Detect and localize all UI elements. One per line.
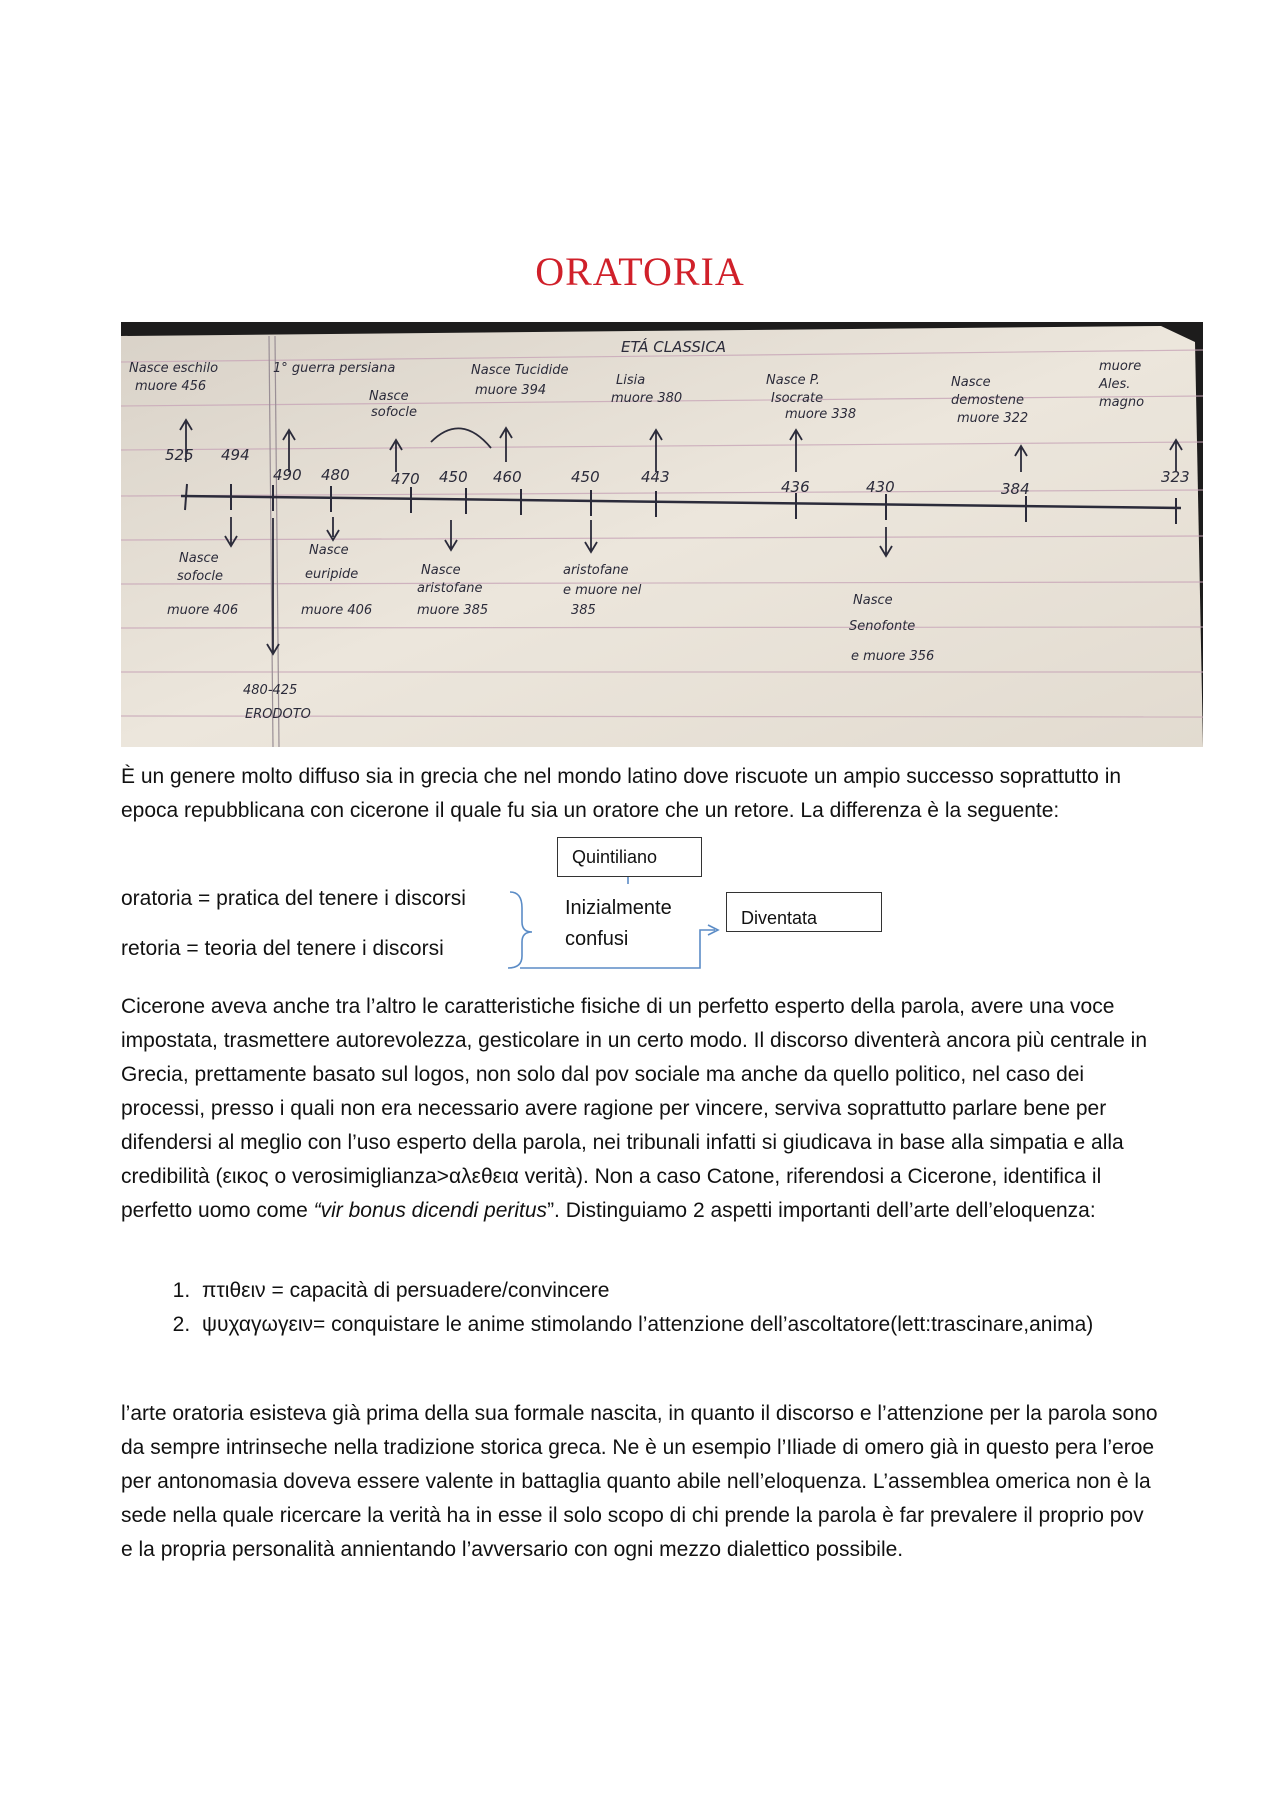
body-paragraph-1: Cicerone aveva anche tra l’altro le caratteristiche fisiche di un perfetto esperto della parola, avere una voce impostata, trasmettere autorevolezza, gesticolare in un certo modo. Il discorso diventerà ancora più centrale in Grecia, prettamente basato sul logos, non solo dal pov sociale ma anche da quello politico, nel caso dei processi, presso i quali non era necessario avere ragione per vincere, serviva soprattutto parlare bene per difendersi al meglio con l’uso esperto della parola, nei tribunali infatti si giudicava in base alla simpatia e alla credibilità (εικος o verosimiglianza>αλεθεια verità). Non a caso Catone, riferendosi a Cicerone, identifica il perfetto uomo come “vir bonus dicendi peritus”. Distinguiamo 2 aspetti importanti dell’arte dell’eloquenza: [121,995,1148,1222]
svg-text:384: 384 [1001,480,1030,498]
svg-text:aristofane: aristofane [417,581,483,596]
svg-text:Nasce: Nasce [853,593,893,608]
svg-text:aristofane: aristofane [563,563,629,578]
svg-text:Nasce: Nasce [309,543,349,558]
svg-text:Nasce: Nasce [951,375,991,390]
svg-text:muore 406: muore 406 [301,603,373,618]
svg-text:sofocle: sofocle [371,405,418,420]
svg-text:muore 322: muore 322 [957,411,1029,426]
oratoria-definition: oratoria = pratica del tenere i discorsi [121,887,466,910]
list-item: 2. ψυχαγωγειν= conquistare le anime stimolando l’attenzione dell’ascoltatore(lett:trascinare,anima) [196,1308,1096,1342]
svg-text:385: 385 [571,603,596,618]
intro-paragraph: È un genere molto diffuso sia in grecia che nel mondo latino dove riscuote un ampio successo soprattutto in epoca repubblicana con cicerone il quale fu sia un oratore che un retore. La differenza è la seguente: [121,765,1122,822]
svg-text:Ales.: Ales. [1099,377,1131,392]
svg-text:muore 394: muore 394 [475,383,547,398]
svg-text:443: 443 [641,468,670,486]
svg-text:magno: magno [1099,395,1145,410]
svg-text:ERODOTO: ERODOTO [245,707,311,722]
quintiliano-box: Quintiliano [557,837,702,877]
svg-text:e muore 356: e muore 356 [851,649,935,664]
svg-text:494: 494 [221,446,250,464]
svg-text:Nasce: Nasce [421,563,461,578]
page-title: ORATORIA [535,249,745,294]
svg-text:Senofonte: Senofonte [849,619,916,634]
timeline-header: ETÁ CLASSICA [621,338,727,356]
svg-text:muore 456: muore 456 [135,379,207,394]
svg-text:Nasce: Nasce [369,389,409,404]
svg-text:323: 323 [1161,468,1190,486]
svg-text:Lisia: Lisia [616,373,646,388]
svg-text:muore: muore [1099,359,1142,374]
svg-text:1° guerra persiana: 1° guerra persiana [273,361,396,376]
retoria-definition: retoria = teoria del tenere i discorsi [121,937,444,960]
body-paragraph-2: l’arte oratoria esisteva già prima della sua formale nascita, in quanto il discorso e l’attenzione per la parola sono da sempre intrinseche nella tradizione storica greca. Ne è un esempio l’Iliade di omero già in questo pera l’eroe per antonomasia doveva essere valente in battaglia quanto abile nell’eloquenza. L’assemblea omerica non è la sede nella quale ricercare la verità ha in esse il solo scopo di chi prende la parola è far prevalere il proprio pov e la propria personalità annientando l’avversario con ogni mezzo dialettico possibile. [121,1402,1158,1561]
timeline-photo [121,322,1203,747]
svg-text:muore 380: muore 380 [611,391,683,406]
svg-text:euripide: euripide [305,567,359,582]
svg-text:436: 436 [781,478,810,496]
svg-text:Nasce P.: Nasce P. [766,373,820,388]
svg-text:demostene: demostene [951,393,1024,408]
svg-text:525: 525 [165,446,194,464]
svg-text:muore 385: muore 385 [417,603,489,618]
svg-text:e muore nel: e muore nel [563,583,642,598]
svg-text:muore 406: muore 406 [167,603,239,618]
svg-text:Nasce Tucidide: Nasce Tucidide [471,363,569,378]
list-item: 1. πτιθειν = capacità di persuadere/convincere [196,1274,1096,1308]
svg-text:Isocrate: Isocrate [771,391,824,406]
svg-text:muore 338: muore 338 [785,407,857,422]
svg-text:450: 450 [439,468,468,486]
inizialmente-confusi-label: Inizialmente confusi [565,897,672,950]
svg-text:480: 480 [321,466,350,484]
svg-text:460: 460 [493,468,522,486]
svg-text:Nasce eschilo: Nasce eschilo [129,361,219,376]
svg-text:430: 430 [866,478,895,496]
aspects-list [121,1274,1096,1342]
svg-text:490: 490 [273,466,302,484]
svg-text:470: 470 [391,470,420,488]
svg-text:sofocle: sofocle [177,569,224,584]
svg-text:Nasce: Nasce [179,551,219,566]
svg-text:480-425: 480-425 [243,683,298,698]
diventata-box: Diventata [726,892,882,932]
svg-text:450: 450 [571,468,600,486]
